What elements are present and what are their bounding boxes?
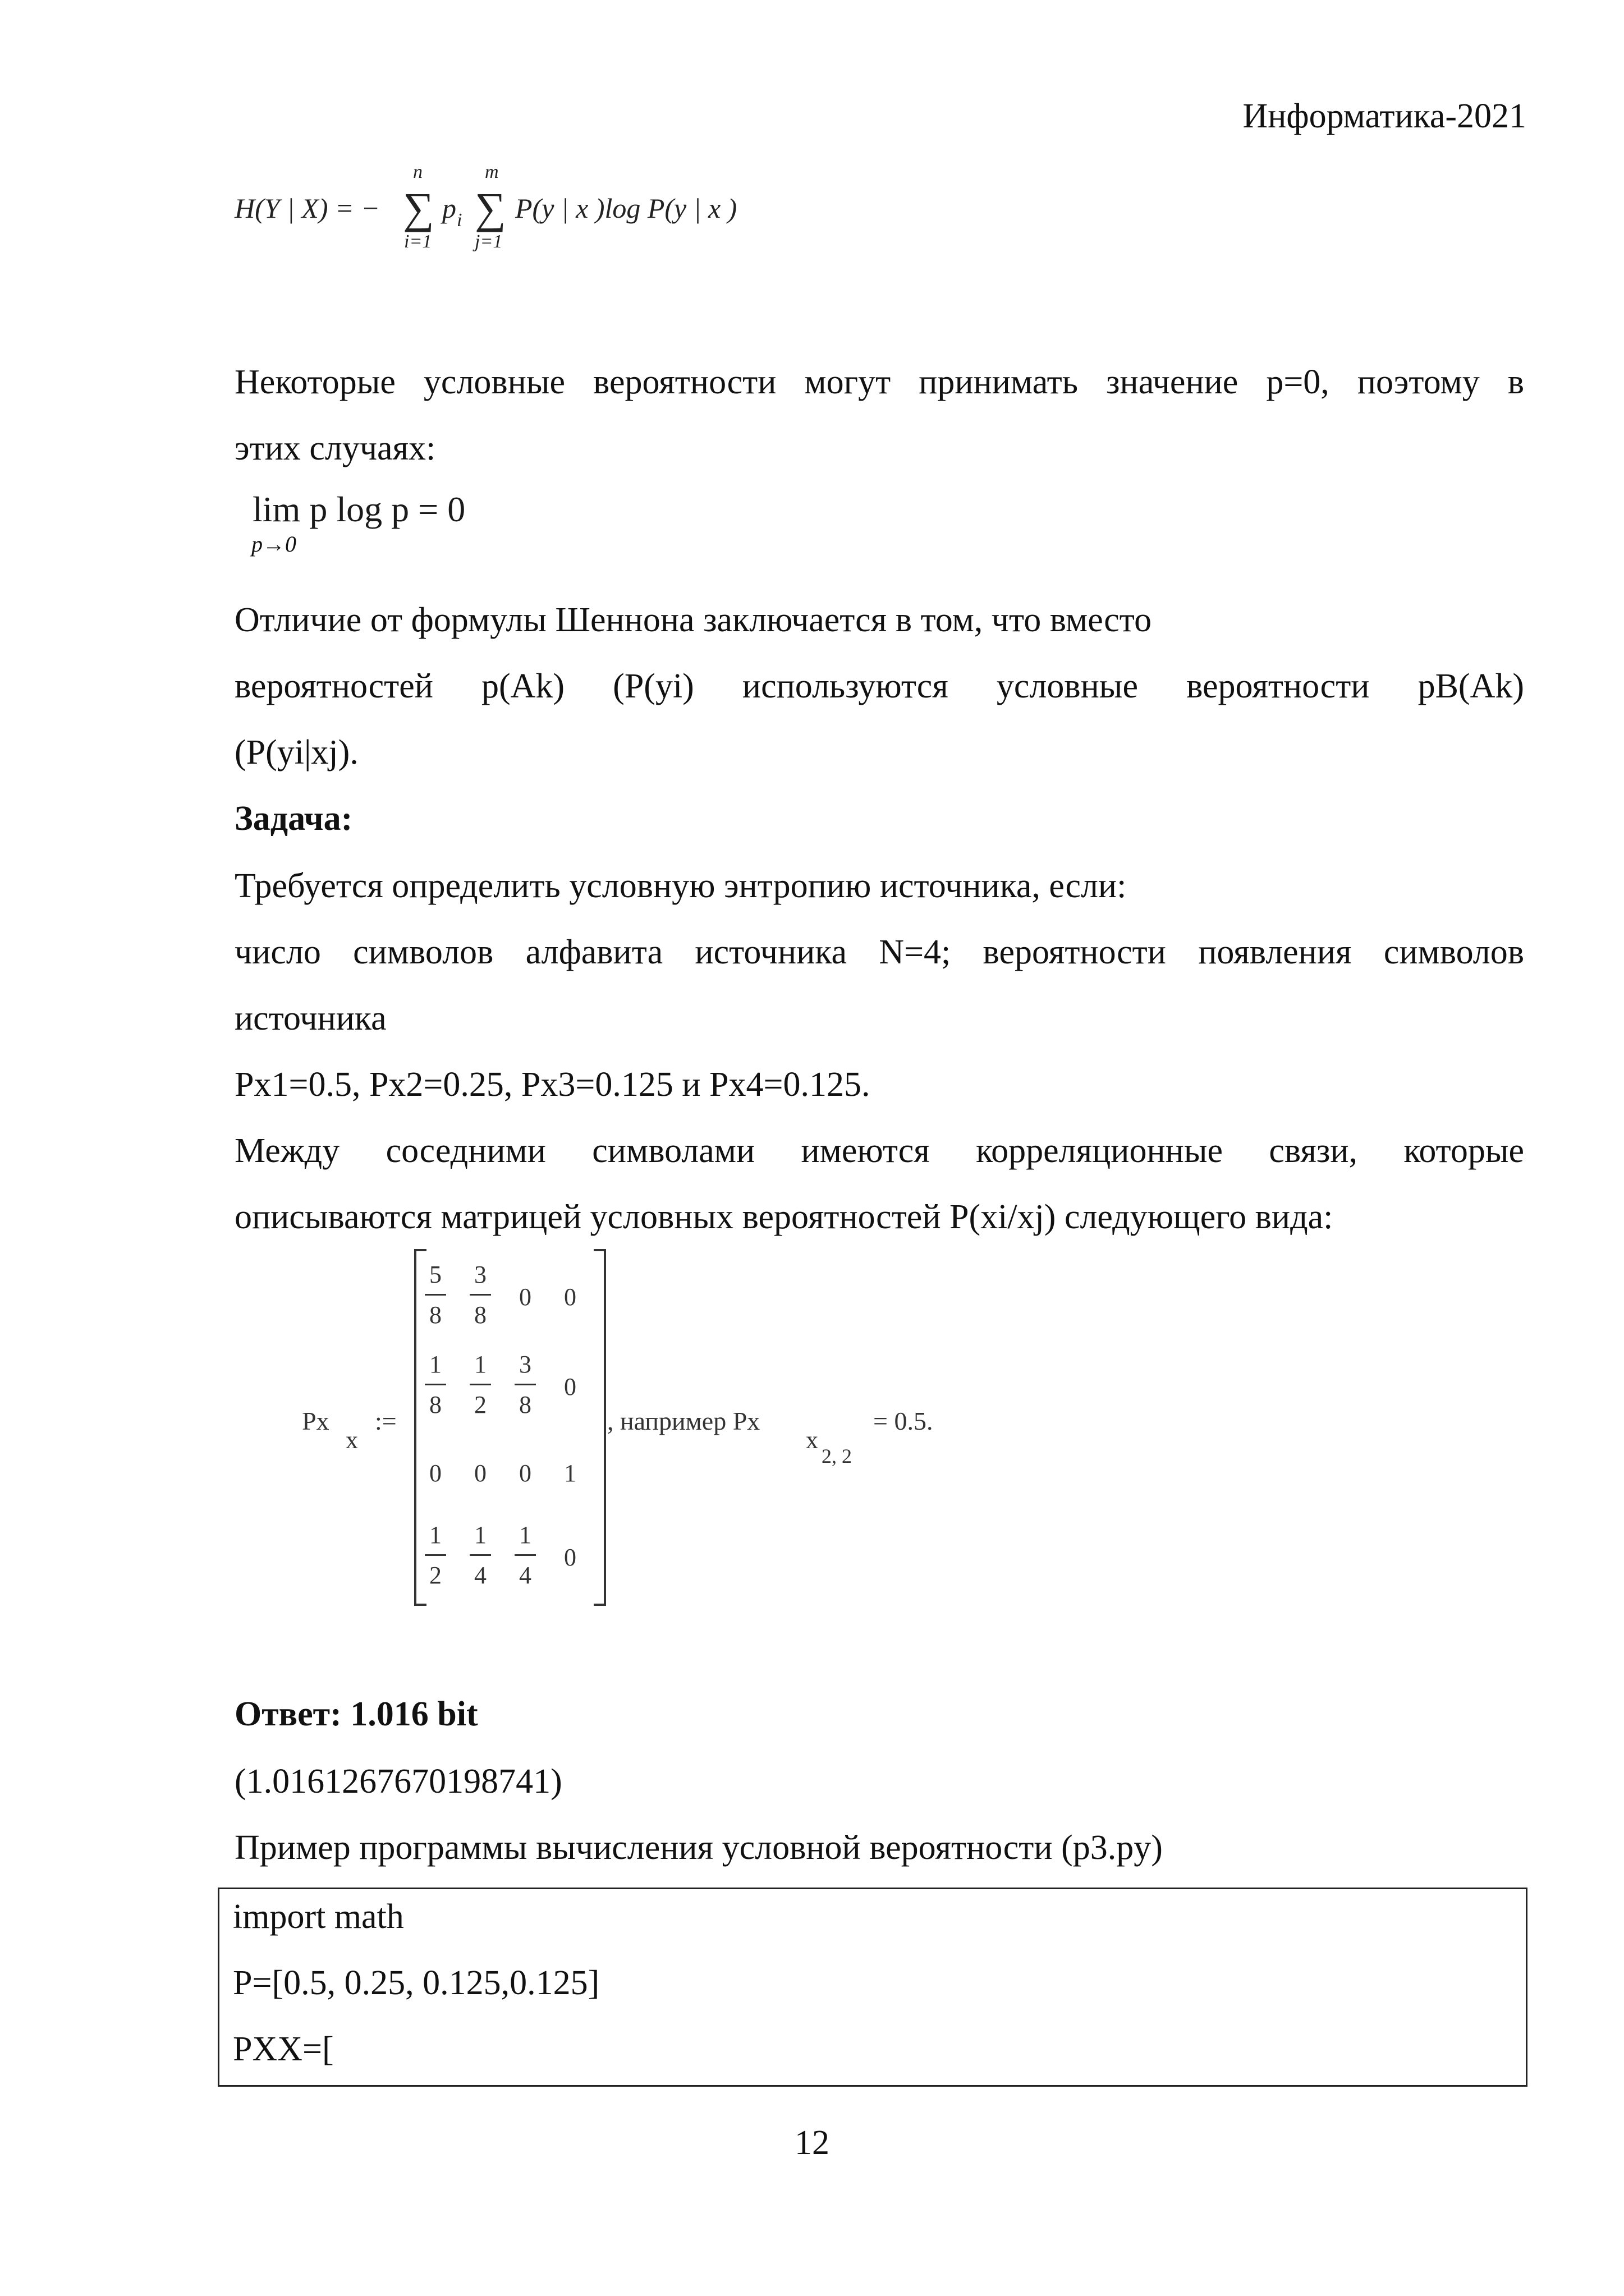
matrix-cell-r2-c3-fraction-bar xyxy=(515,1384,536,1385)
limit-formula-subscript: p→0 xyxy=(251,531,296,557)
program-caption: Пример программы вычисления условной вероятности (p3.py) xyxy=(235,1829,1163,1867)
matrix-cell-r2-c3-denominator: 8 xyxy=(519,1391,531,1418)
task-line-3: источника xyxy=(235,999,387,1037)
matrix-example-subscript: x xyxy=(806,1426,818,1454)
matrix-cell-r4-c3-numerator: 1 xyxy=(519,1521,531,1549)
sum1-upper-limit: n xyxy=(413,162,423,182)
matrix-cell-r4-c1-fraction-bar xyxy=(425,1554,446,1556)
sum1-lower-limit: i=1 xyxy=(404,231,432,252)
answer-exact-value: (1.0161267670198741) xyxy=(235,1762,562,1801)
task-heading: Задача: xyxy=(235,800,353,838)
task-line-6: описываются матрицей условных вероятностей P(xi/xj) следующего вида: xyxy=(235,1198,1333,1236)
paragraph-2-line-3: (P(yi|xj). xyxy=(235,733,359,772)
matrix-example-subscript-index: 2, 2 xyxy=(822,1445,852,1467)
formula-p: p xyxy=(442,192,456,224)
paragraph-1-line-2: этих случаях: xyxy=(235,429,436,467)
task-line-2: число символов алфавита источника N=4; вероятности появления символов xyxy=(235,933,1524,971)
matrix-cell-r4-c3-denominator: 4 xyxy=(519,1562,531,1589)
matrix-cell-r4-c2-denominator: 4 xyxy=(474,1562,487,1589)
matrix-cell-r3-c3: 0 xyxy=(519,1459,531,1487)
conditional-entropy-formula xyxy=(235,163,852,275)
matrix-cell-r2-c2-numerator: 1 xyxy=(474,1351,487,1378)
matrix-cell-r2-c1-numerator: 1 xyxy=(429,1351,442,1378)
code-line-2: P=[0.5, 0.25, 0.125,0.125] xyxy=(233,1964,600,2002)
matrix-cell-r3-c2: 0 xyxy=(474,1459,487,1487)
matrix-label: Px xyxy=(302,1407,329,1435)
page-header-title: Информатика-2021 xyxy=(1242,97,1526,135)
matrix-cell-r2-c2-fraction-bar xyxy=(470,1384,491,1385)
matrix-cell-r3-c1: 0 xyxy=(429,1459,442,1487)
formula-lhs: H(Y | X) = − xyxy=(235,192,380,224)
matrix-cell-r1-c1-denominator: 8 xyxy=(429,1301,442,1329)
formula-rhs: P(y | x )log P(y | x ) xyxy=(515,192,737,224)
sum2-lower-limit: j=1 xyxy=(475,231,503,252)
matrix-cell-r2-c1-fraction-bar xyxy=(425,1384,446,1385)
matrix-cell-r1-c1-numerator: 5 xyxy=(429,1261,442,1288)
matrix-cell-r1-c2-fraction-bar xyxy=(470,1294,491,1296)
matrix-cell-r1-c2-numerator: 3 xyxy=(474,1261,487,1288)
matrix-assign: := xyxy=(375,1407,397,1435)
matrix-cell-r4-c3-fraction-bar xyxy=(515,1554,536,1556)
task-line-4: Px1=0.5, Px2=0.25, Px3=0.125 и Px4=0.125. xyxy=(235,1066,870,1104)
paragraph-2-line-2: вероятностей p(Ak) (P(yi) используются условные вероятности pB(Ak) xyxy=(235,667,1524,705)
matrix-cell-r2-c2-denominator: 2 xyxy=(474,1391,487,1418)
matrix-cell-r1-c1-fraction-bar xyxy=(425,1294,446,1296)
matrix-cell-r1-c4: 0 xyxy=(564,1283,576,1311)
matrix-example-value: = 0.5. xyxy=(873,1407,933,1435)
paragraph-1-line-1: Некоторые условные вероятности могут принимать значение p=0, поэтому в xyxy=(235,363,1524,401)
task-line-5: Между соседними символами имеются корреляционные связи, которые xyxy=(235,1132,1524,1170)
matrix-example-text: , например Px xyxy=(607,1407,760,1435)
code-listing-box xyxy=(218,1888,1527,2087)
sum2-upper-limit: m xyxy=(485,162,499,182)
paragraph-2-line-1: Отличие от формулы Шеннона заключается в том, что вместо xyxy=(235,601,1152,639)
matrix-cell-r4-c4: 0 xyxy=(564,1544,576,1571)
code-line-3: PXX=[ xyxy=(233,2030,334,2068)
matrix-cell-r1-c2-denominator: 8 xyxy=(474,1301,487,1329)
matrix-cell-r4-c2-numerator: 1 xyxy=(474,1521,487,1549)
limit-formula: lim p log p = 0 xyxy=(253,489,466,529)
matrix-cell-r2-c3-numerator: 3 xyxy=(519,1351,531,1378)
matrix-cell-r4-c2-fraction-bar xyxy=(470,1554,491,1556)
matrix-label-subscript: x xyxy=(346,1426,358,1454)
matrix-cell-r2-c1-denominator: 8 xyxy=(429,1391,442,1418)
answer-line: Ответ: 1.016 bit xyxy=(235,1695,478,1733)
code-line-1: import math xyxy=(233,1898,404,1936)
formula-p-subscript: i xyxy=(457,210,462,231)
matrix-right-bracket xyxy=(594,1249,606,1606)
matrix-cell-r2-c4: 0 xyxy=(564,1373,576,1400)
sum2-sigma: ∑ xyxy=(475,183,506,232)
matrix-cell-r1-c3: 0 xyxy=(519,1283,531,1311)
sum1-sigma: ∑ xyxy=(403,183,434,232)
page-number: 12 xyxy=(795,2124,829,2162)
matrix-cell-r4-c1-denominator: 2 xyxy=(429,1562,442,1589)
matrix-cell-r3-c4: 1 xyxy=(564,1459,576,1487)
task-line-1: Требуется определить условную энтропию источника, если: xyxy=(235,867,1127,905)
matrix-cell-r4-c1-numerator: 1 xyxy=(429,1521,442,1549)
